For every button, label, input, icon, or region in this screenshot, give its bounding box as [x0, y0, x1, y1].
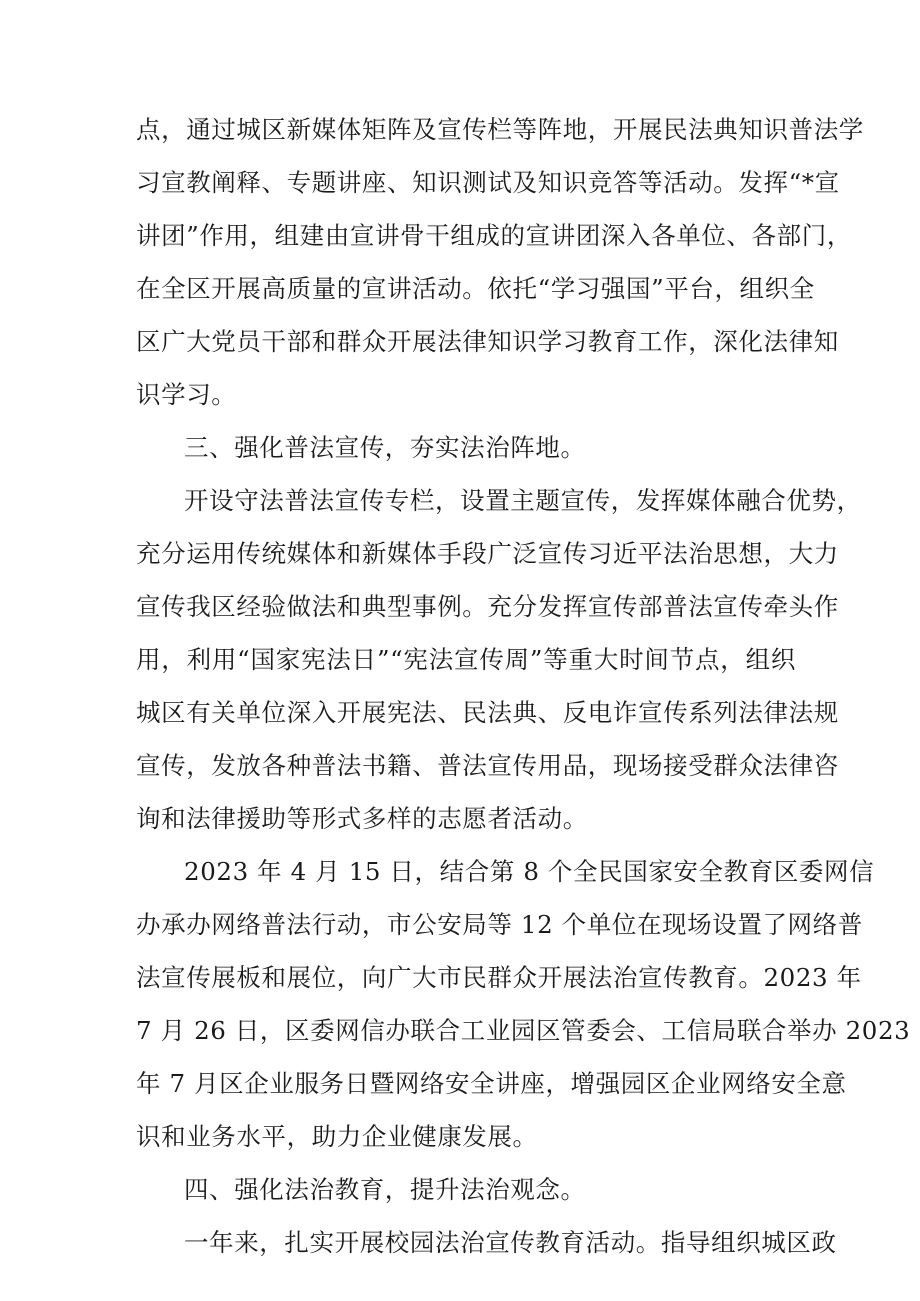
- paragraph-line: 7 月 26 日，区委网信办联合工业园区管委会、工信局联合举办 2023: [136, 1016, 911, 1045]
- paragraph-line: 办承办网络普法行动，市公安局等 12 个单位在现场设置了网络普: [136, 910, 863, 939]
- paragraph-line: 用，利用“国家宪法日”“宪法宣传周”等重大时间节点，组织: [136, 645, 796, 674]
- paragraph-line: 年 7 月区企业服务日暨网络安全讲座，增强园区企业网络安全意: [136, 1069, 847, 1098]
- paragraph-line: 充分运用传统媒体和新媒体手段广泛宣传习近平法治思想，大力: [136, 539, 839, 568]
- paragraph-line: 识和业务水平，助力企业健康发展。: [136, 1122, 538, 1151]
- paragraph-line: 法宣传展板和展位，向广大市民群众开展法治宣传教育。2023 年: [136, 963, 862, 992]
- section-heading: 四、强化法治教育，提升法治观念。: [184, 1175, 586, 1204]
- paragraph-line: 宣传，发放各种普法书籍、普法宣传用品，现场接受群众法律咨: [136, 751, 839, 780]
- paragraph-line: 点，通过城区新媒体矩阵及宣传栏等阵地，开展民法典知识普法学: [136, 115, 864, 144]
- paragraph-line: 习宣教阐释、专题讲座、知识测试及知识竞答等活动。发挥“*宣: [136, 168, 840, 197]
- paragraph-line: 区广大党员干部和群众开展法律知识学习教育工作，深化法律知: [136, 327, 839, 356]
- paragraph-line: 城区有关单位深入开展宪法、民法典、反电诈宣传系列法律法规: [136, 698, 839, 727]
- paragraph-line: 开设守法普法宣传专栏，设置主题宣传，发挥媒体融合优势，: [184, 486, 862, 515]
- paragraph-line: 宣传我区经验做法和典型事例。充分发挥宣传部普法宣传牵头作: [136, 592, 839, 621]
- paragraph-line: 一年来，扎实开展校园法治宣传教育活动。指导组织城区政: [184, 1228, 837, 1257]
- paragraph-line: 识学习。: [136, 380, 237, 409]
- section-heading: 三、强化普法宣传，夯实法治阵地。: [184, 433, 586, 462]
- paragraph-line: 询和法律援助等形式多样的志愿者活动。: [136, 804, 588, 833]
- paragraph-line: 在全区开展高质量的宣讲活动。依托“学习强国”平台，组织全: [136, 274, 815, 303]
- paragraph-line: 讲团”作用，组建由宣讲骨干组成的宣讲团深入各单位、各部门，: [136, 221, 852, 250]
- paragraph-line: 2023 年 4 月 15 日，结合第 8 个全民国家安全教育区委网信: [184, 857, 875, 886]
